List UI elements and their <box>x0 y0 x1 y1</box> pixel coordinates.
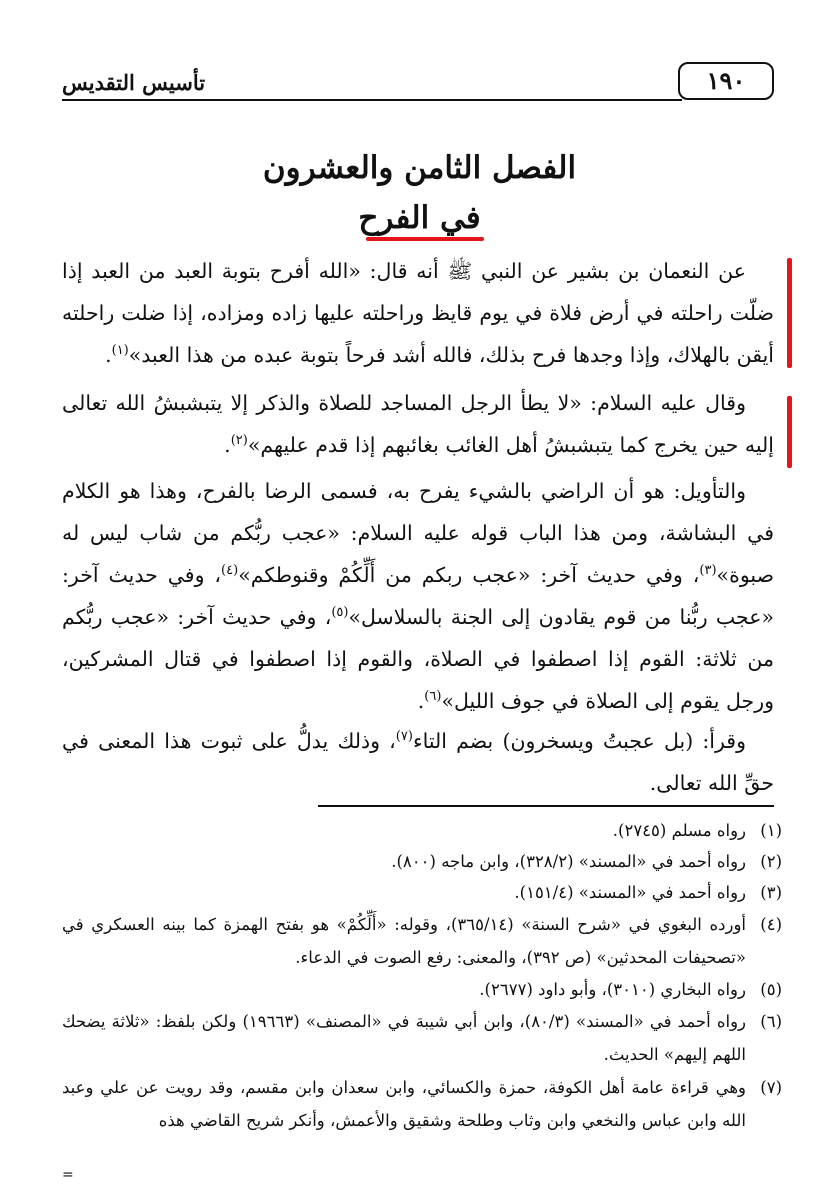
footnote-number: (٦) <box>760 1012 782 1031</box>
footnote-item <box>62 877 782 908</box>
footnote-number: (٤) <box>760 915 782 934</box>
footnote-item <box>62 908 782 974</box>
chapter-title: الفصل الثامن والعشرون <box>262 150 577 186</box>
footnote-item <box>62 1071 782 1137</box>
footnote-number: (١) <box>760 821 782 840</box>
footnote-ref[interactable]: (٦) <box>424 689 442 705</box>
footnote-text: رواه أحمد في «المسند» (٣٢٨/٢)، وابن ماجه (٨٠٠). <box>391 852 746 871</box>
footnote-number: (٢) <box>760 852 782 871</box>
subtitle-red-underline <box>366 237 484 241</box>
footnote-ref[interactable]: (٤) <box>221 563 239 579</box>
header-rule <box>62 99 682 101</box>
footnote-text: رواه البخاري (٣٠١٠)، وأبو داود (٢٦٧٧). <box>479 980 746 999</box>
paragraph-text: وقال عليه السلام: «لا يطأ الرجل المساجد للصلاة والذكر إلا يتبشبشُ الله تعالى إليه حين يخرج كما يتبشبشُ أهل الغائب بغائبهم إذا قدم عليهم» <box>62 391 774 457</box>
footnotes <box>62 815 782 1137</box>
footnote-item <box>62 846 782 877</box>
red-margin-marker <box>787 258 792 368</box>
paragraph-end: . <box>649 771 657 795</box>
body-paragraph <box>62 382 774 466</box>
continuation-mark: = <box>62 1167 74 1183</box>
red-margin-marker <box>787 396 792 468</box>
paragraph-text: والتأويل: هو أن الراضي بالشيء يفرح به، فسمى الرضا بالفرح، وهذا هو الكلام في البشاشة، ومن هذا الباب قوله عليه السلام: «عجب ربُّكم من شاب ليس له صبوة» <box>62 479 774 587</box>
paragraph-text: ، وفي حديث آخر: «عجب ربُّكم من ثلاثة: القوم إذا اصطفوا في الصلاة، والقوم إذا اصطفوا في قتال المشركين، ورجل يقوم إلى الصلاة في جوف الليل» <box>62 605 774 713</box>
footnote-number: (٣) <box>760 883 782 902</box>
page-header <box>62 58 774 100</box>
footnote-number: (٧) <box>760 1078 782 1097</box>
footnote-text: وهي قراءة عامة أهل الكوفة، حمزة والكسائي، وابن سعدان وابن مقسم، وقد رويت عن علي وعبد الله وابن عباس والنخعي وابن وثاب وطلحة وشقيق والأعمش، وأنكر شريح القاضي هذه <box>62 1078 746 1130</box>
footnote-separator <box>318 805 774 807</box>
paragraph-text: ، وفي حديث آخر: «عجب ربكم من أَلِّكُمْ وقنوطكم» <box>238 563 700 587</box>
paragraph-end: . <box>105 343 112 367</box>
footnote-ref[interactable]: (١) <box>111 343 129 359</box>
paragraph-text: ، وذلك يدلُّ على ثبوت هذا المعنى في حقِّ الله تعالى <box>62 729 774 795</box>
body-paragraph <box>62 470 774 722</box>
body-paragraph <box>62 250 774 376</box>
footnote-item <box>62 1005 782 1071</box>
footnote-ref[interactable]: (٢) <box>230 433 248 449</box>
footnote-ref[interactable]: (٥) <box>331 605 349 621</box>
paragraph-text: عن النعمان بن بشير عن النبي ﷺ أنه قال: «الله أفرح بتوبة العبد من العبد إذا ضلّت راحلته في أرض فلاة في يوم قايظ وراحلته عليها زاده ومزاده، إذا ضلت راحلته أيقن بالهلاك، وإذا وجدها فرح بذلك، فالله أشد فرحاً بتوبة عبده من هذا العبد» <box>62 259 774 367</box>
paragraph-text: وقرأ: (بل عجبتُ ويسخرون) بضم التاء <box>412 729 746 753</box>
paragraph-end: . <box>417 689 425 713</box>
paragraph-text: ، وفي حديث آخر: «عجب ربُّنا من قوم يقادون إلى الجنة بالسلاسل» <box>62 563 775 629</box>
footnote-ref[interactable]: (٣) <box>699 563 717 579</box>
body-paragraph <box>62 720 774 804</box>
footnote-number: (٥) <box>760 980 782 999</box>
footnote-item <box>62 815 782 846</box>
footnote-text: أورده البغوي في «شرح السنة» (٣٦٥/١٤)، وقوله: «أَلِّكُمْ» هو بفتح الهمزة كما بينه العسكري في «تصحيفات المحدثين» (ص ٣٩٢)، والمعنى: رفع الصوت في الدعاء. <box>62 915 747 967</box>
footnote-text: رواه أحمد في «المسند» (٨٠/٣)، وابن أبي شيبة في «المصنف» (١٩٦٦٣) ولكن بلفظ: «ثلاثة يضحك اللهم إليهم» الحديث. <box>62 1012 747 1064</box>
footnote-ref[interactable]: (٧) <box>395 729 413 745</box>
paragraph-end: . <box>224 433 231 457</box>
footnote-text: رواه مسلم (٢٧٤٥). <box>612 821 746 840</box>
page-number: ١٩٠ <box>678 62 774 100</box>
footnote-item <box>62 974 782 1005</box>
chapter-subtitle: في الفرح <box>358 200 481 236</box>
running-title: تأسيس التقديس <box>62 70 206 95</box>
footnote-text: رواه أحمد في «المسند» (١٥١/٤). <box>514 883 746 902</box>
